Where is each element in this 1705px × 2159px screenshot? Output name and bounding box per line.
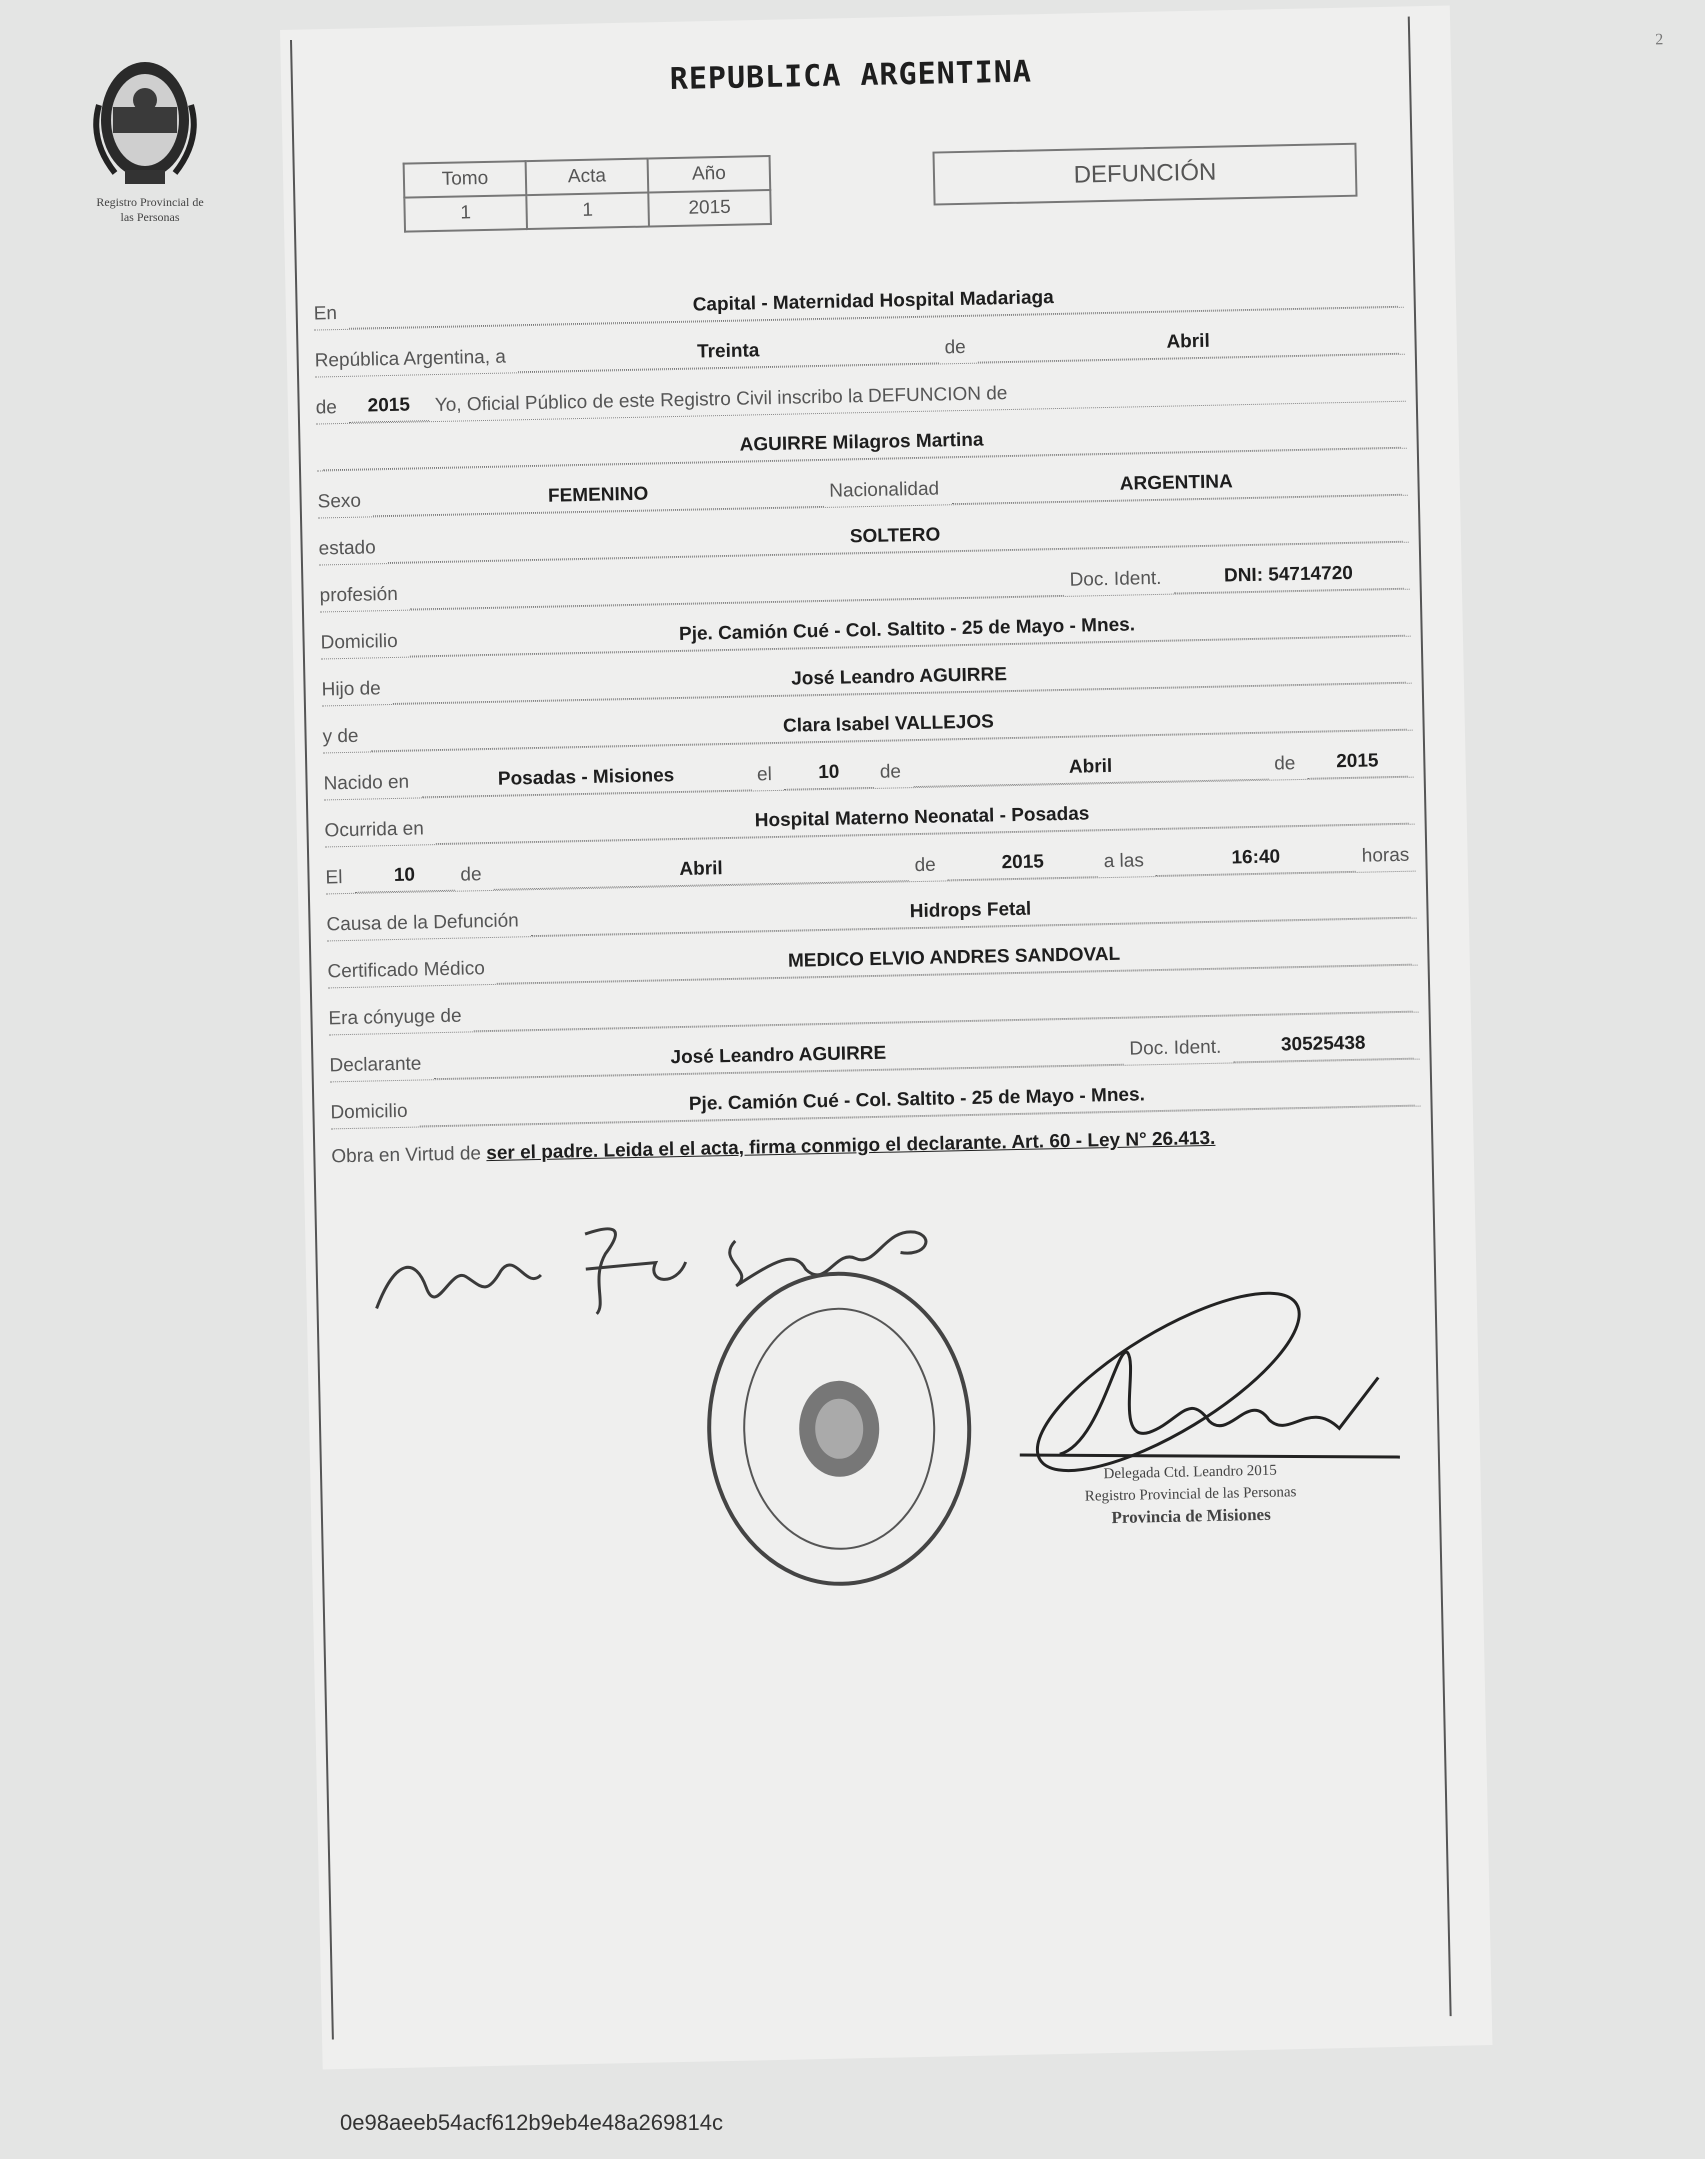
- label-de2: de: [315, 397, 338, 419]
- registry-logo: [70, 45, 220, 225]
- logo-caption-line2: las Personas: [120, 210, 180, 224]
- label-el2: El: [325, 867, 343, 889]
- label-obra: Obra en Virtud de: [331, 1143, 482, 1168]
- label-de1: de: [944, 336, 966, 359]
- certificate-form: [313, 262, 1421, 1175]
- label-yde: y de: [322, 725, 359, 748]
- value-birth-place: Posadas - Misiones: [421, 764, 751, 798]
- value-place: Capital - Maternidad Hospital Madariaga: [349, 280, 1398, 329]
- ref-tomo: 1: [404, 195, 527, 232]
- value-death-place: Hospital Materno Neonatal - Posadas: [436, 797, 1409, 844]
- value-domicilio: Pje. Camión Cué - Col. Saltito - 25 de Mayo - Mnes.: [409, 609, 1404, 657]
- death-certificate: [290, 17, 1664, 2050]
- label-ocurrida: Ocurrida en: [324, 818, 425, 842]
- value-birth-year: 2015: [1307, 750, 1408, 779]
- label-de-d1: de: [460, 864, 482, 886]
- value-death-month: Abril: [493, 854, 909, 890]
- value-birth-day: 10: [784, 761, 875, 790]
- value-death-year: 2015: [948, 850, 1099, 880]
- value-death-day: 10: [354, 864, 455, 893]
- ref-acta: 1: [526, 193, 649, 230]
- record-reference-table: [403, 155, 772, 233]
- provincial-seal-icon: [85, 45, 205, 195]
- value-deceased: AGUIRRE Milagros Martina: [322, 421, 1400, 471]
- value-certificado: MEDICO ELVIO ANDRES SANDOVAL: [497, 938, 1412, 984]
- ref-anio: 2015: [648, 190, 771, 227]
- value-estado: SOLTERO: [387, 515, 1402, 563]
- label-en: En: [313, 303, 338, 325]
- label-domicilio2: Domicilio: [330, 1100, 408, 1124]
- value-doc2: 30525438: [1233, 1032, 1414, 1063]
- corner-mark: 2: [1655, 31, 1664, 49]
- value-death-time: 16:40: [1156, 845, 1357, 876]
- official-line2: Registro Provincial de las Personas: [1084, 1484, 1297, 1505]
- ref-header-anio: Año: [648, 156, 771, 193]
- value-domicilio2: Pje. Camión Cué - Col. Saltito - 25 de Mayo - Mnes.: [419, 1079, 1414, 1127]
- label-causa: Causa de la Defunción: [326, 910, 519, 936]
- label-republica: República Argentina, a: [314, 346, 507, 372]
- label-alas: a las: [1103, 850, 1145, 873]
- value-causa: Hidrops Fetal: [531, 891, 1411, 936]
- label-estado: estado: [318, 537, 376, 560]
- label-sexo: Sexo: [317, 490, 362, 513]
- value-birth-month: Abril: [913, 753, 1269, 787]
- label-de-b2: de: [1274, 753, 1296, 775]
- value-sexo: FEMENINO: [373, 480, 824, 516]
- value-mother: Clara Isabel VALLEJOS: [370, 703, 1406, 752]
- label-doc2: Doc. Ident.: [1129, 1036, 1222, 1060]
- value-nacionalidad: ARGENTINA: [951, 468, 1402, 504]
- label-profesion: profesión: [319, 583, 399, 607]
- label-domicilio: Domicilio: [320, 630, 398, 654]
- official-seal: [686, 1256, 993, 1607]
- label-el: el: [756, 764, 773, 786]
- ref-header-acta: Acta: [526, 159, 649, 196]
- label-horas: horas: [1361, 844, 1410, 867]
- value-declarante: José Leandro AGUIRRE: [433, 1038, 1124, 1079]
- certificate-type: DEFUNCIÓN: [932, 143, 1357, 206]
- value-doc: DNI: 54714720: [1173, 562, 1404, 594]
- ref-header-tomo: Tomo: [404, 161, 527, 198]
- label-de-d2: de: [914, 854, 936, 877]
- logo-caption-line1: Registro Provincial de: [96, 195, 204, 209]
- value-month: Abril: [978, 327, 1399, 363]
- document-hash: 0e98aeeb54acf612b9eb4e48a269814c: [340, 2110, 723, 2135]
- value-father: José Leandro AGUIRRE: [393, 656, 1406, 704]
- official-line1: Delegada Ctd. Leandro 2015: [1103, 1462, 1277, 1483]
- label-doc: Doc. Ident.: [1069, 567, 1162, 591]
- page-title: REPUBLICA ARGENTINA: [669, 54, 1033, 98]
- official-line3: Provincia de Misiones: [1111, 1504, 1271, 1528]
- label-nacido: Nacido en: [323, 771, 410, 795]
- official-seal-icon: [686, 1256, 993, 1602]
- label-certificado: Certificado Médico: [327, 958, 486, 983]
- official-stamp-text: [1020, 1458, 1361, 1531]
- logo-caption: [40, 195, 260, 225]
- label-conyuge: Era cónyuge de: [328, 1005, 462, 1030]
- value-day-words: Treinta: [518, 336, 939, 372]
- value-year: 2015: [349, 394, 430, 423]
- oficial-text: Yo, Oficial Público de este Registro Civil inscribo la DEFUNCION de: [434, 383, 1008, 417]
- label-declarante: Declarante: [329, 1053, 422, 1077]
- value-obra: ser el padre. Leida el el acta, firma conmigo el declarante. Art. 60 - Ley N° 26.413.: [486, 1127, 1216, 1165]
- label-hijo: Hijo de: [321, 678, 381, 701]
- label-nacionalidad: Nacionalidad: [829, 478, 940, 502]
- label-de-b1: de: [879, 761, 902, 783]
